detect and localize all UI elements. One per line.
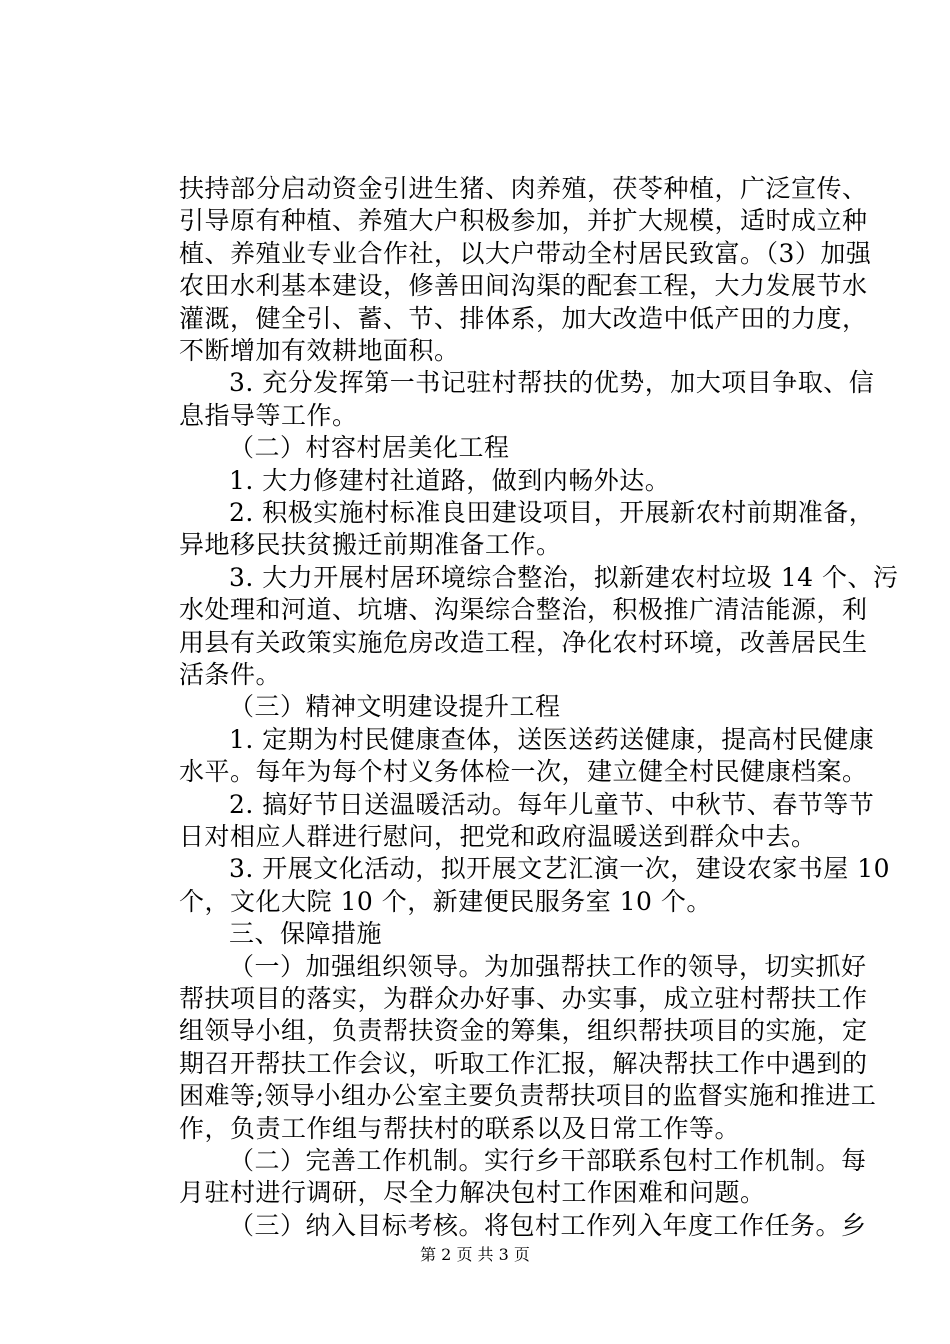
paragraph-line: 月驻村进行调研，尽全力解决包村工作困难和问题。 <box>179 1178 766 1208</box>
paragraph-line: （三）精神文明建设提升工程 <box>229 692 561 722</box>
paragraph-line: 个，文化大院 10 个，新建便民服务室 10 个。 <box>179 886 712 916</box>
paragraph-line: 息指导等工作。 <box>179 400 358 430</box>
paragraph-line: 组领导小组，负责帮扶资金的筹集，组织帮扶项目的实施，定 <box>179 1016 868 1046</box>
paragraph-line: 水处理和河道、坑塘、沟渠综合整治，积极推广清洁能源，利 <box>179 595 868 625</box>
paragraph-line: 2. 搞好节日送温暖活动。每年儿童节、中秋节、春节等节 <box>229 789 875 819</box>
paragraph-line: 农田水利基本建设，修善田间沟渠的配套工程，大力发展节水 <box>179 271 868 301</box>
paragraph-line: 异地移民扶贫搬迁前期准备工作。 <box>179 530 562 560</box>
page-footer: 第 2 页 共 3 页 <box>420 1245 530 1264</box>
paragraph-line: 2. 积极实施村标准良田建设项目，开展新农村前期准备， <box>229 498 875 527</box>
paragraph-line: 作，负责工作组与帮扶村的联系以及日常工作等。 <box>179 1113 741 1143</box>
paragraph-line: 植、养殖业专业合作社，以大户带动全村居民致富。（3）加强 <box>179 238 872 268</box>
paragraph-line: 1. 大力修建村社道路，做到内畅外达。 <box>229 465 671 495</box>
paragraph-line: 不断增加有效耕地面积。 <box>179 336 460 365</box>
paragraph-line: （二）完善工作机制。实行乡干部联系包村工作机制。每 <box>229 1146 867 1175</box>
paragraph-line: 1. 定期为村民健康查体，送医送药送健康，提高村民健康 <box>229 724 875 754</box>
paragraph-line: 帮扶项目的落实，为群众办好事、办实事，成立驻村帮扶工作 <box>179 984 868 1013</box>
paragraph-line: （一）加强组织领导。为加强帮扶工作的领导，切实抓好 <box>229 951 867 981</box>
paragraph-line: 灌溉，健全引、蓄、节、排体系，加大改造中低产田的力度， <box>179 303 868 333</box>
paragraph-line: 3. 大力开展村居环境综合整治，拟新建农村垃圾 14 个、污 <box>229 562 899 592</box>
paragraph-line: 三、保障措施 <box>229 919 383 949</box>
paragraph-line: 期召开帮扶工作会议，听取工作汇报，解决帮扶工作中遇到的 <box>179 1048 868 1078</box>
paragraph-line: （二）村容村居美化工程 <box>229 433 510 463</box>
paragraph-line: （三）纳入目标考核。将包村工作列入年度工作任务。乡 <box>229 1210 867 1240</box>
paragraph-line: 用县有关政策实施危房改造工程，净化农村环境，改善居民生 <box>179 627 868 657</box>
paragraph-line: 引导原有种植、养殖大户积极参加，并扩大规模，适时成立种 <box>179 206 868 236</box>
paragraph-line: 困难等;领导小组办公室主要负责帮扶项目的监督实施和推进工 <box>179 1081 877 1111</box>
paragraph-line: 日对相应人群进行慰问，把党和政府温暖送到群众中去。 <box>179 822 817 851</box>
paragraph-line: 水平。每年为每个村义务体检一次，建立健全村民健康档案。 <box>179 757 868 787</box>
paragraph-line: 3. 开展文化活动，拟开展文艺汇演一次，建设农家书屋 10 <box>229 854 891 884</box>
paragraph-line: 活条件。 <box>179 660 282 689</box>
paragraph-line: 扶持部分启动资金引进生猪、肉养殖，茯苓种植，广泛宣传、 <box>179 174 868 203</box>
paragraph-line: 3. 充分发挥第一书记驻村帮扶的优势，加大项目争取、信 <box>229 368 875 398</box>
